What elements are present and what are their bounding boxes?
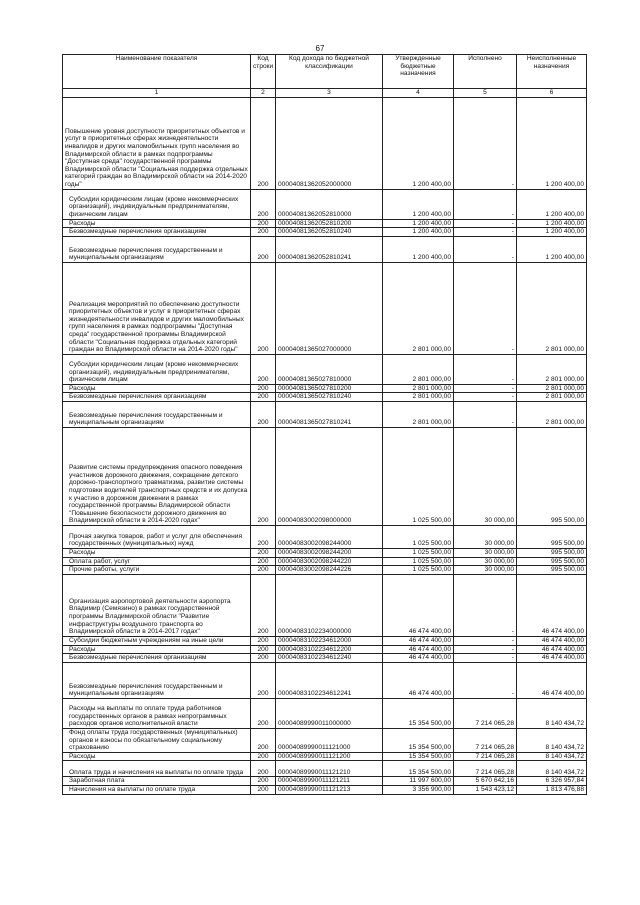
row-budget-code: 00004081362052810240	[276, 228, 383, 237]
table-row	[63, 393, 587, 402]
table-row	[63, 698, 587, 728]
budget-execution-table	[62, 54, 587, 795]
row-budget-code: 00004081365027810200	[276, 384, 383, 393]
row-name: Безвозмездные перечисления организациям	[63, 228, 251, 237]
row-approved: 15 354 500,00	[383, 752, 454, 761]
row-budget-code: 00004083102234612000	[276, 636, 383, 645]
row-executed: -	[454, 645, 517, 654]
row-line-code: 200	[251, 427, 276, 525]
row-approved: 1 200 400,00	[383, 189, 454, 219]
row-name: Расходы	[63, 219, 251, 228]
column-number: 3	[276, 89, 383, 98]
row-executed: -	[454, 636, 517, 645]
column-number: 4	[383, 89, 454, 98]
row-name: Прочая закупка товаров, работ и услуг для обеспечения государственных (муниципальных) нужд	[63, 525, 251, 548]
row-budget-code: 00004083002098000000	[276, 427, 383, 525]
row-budget-code: 00004089990011121211	[276, 777, 383, 786]
row-name: Прочие работы, услуги	[63, 566, 251, 575]
row-budget-code: 00004083002098244220	[276, 557, 383, 566]
row-name: Безвозмездные перечисления государственным и муниципальным организациям	[63, 236, 251, 262]
row-unexecuted: 8 140 434,72	[517, 728, 587, 752]
row-budget-code: 00004089990011121200	[276, 752, 383, 761]
row-line-code: 200	[251, 645, 276, 654]
row-line-code: 200	[251, 236, 276, 262]
row-unexecuted: 46 474 400,00	[517, 654, 587, 663]
row-unexecuted: 46 474 400,00	[517, 662, 587, 698]
table-row	[63, 354, 587, 384]
table-row	[63, 654, 587, 663]
row-unexecuted: 995 500,00	[517, 557, 587, 566]
row-executed: 7 214 065,28	[454, 698, 517, 728]
row-executed: -	[454, 354, 517, 384]
row-executed: -	[454, 228, 517, 237]
header-executed: Исполнено	[454, 55, 517, 89]
row-line-code: 200	[251, 219, 276, 228]
row-approved: 46 474 400,00	[383, 636, 454, 645]
row-executed: -	[454, 574, 517, 636]
row-name: Безвозмездные перечисления организациям	[63, 393, 251, 402]
row-name: Оплата труда и начисления на выплаты по оплате труда	[63, 761, 251, 777]
row-line-code: 200	[251, 654, 276, 663]
row-unexecuted: 1 200 400,00	[517, 219, 587, 228]
row-line-code: 200	[251, 662, 276, 698]
row-approved: 1 025 500,00	[383, 427, 454, 525]
row-approved: 1 200 400,00	[383, 236, 454, 262]
column-number: 6	[517, 89, 587, 98]
row-line-code: 200	[251, 548, 276, 557]
table-row	[63, 636, 587, 645]
row-line-code: 200	[251, 393, 276, 402]
table-row	[63, 728, 587, 752]
table-row	[63, 752, 587, 761]
row-line-code: 200	[251, 228, 276, 237]
row-unexecuted: 2 801 000,00	[517, 262, 587, 354]
table-row	[63, 761, 587, 777]
row-budget-code: 00004083002098244000	[276, 525, 383, 548]
row-executed: -	[454, 219, 517, 228]
row-budget-code: 00004083102234612240	[276, 654, 383, 663]
row-executed: -	[454, 97, 517, 189]
row-budget-code: 00004089990011121000	[276, 728, 383, 752]
row-line-code: 200	[251, 636, 276, 645]
row-budget-code: 00004081362052810200	[276, 219, 383, 228]
column-number: 1	[63, 89, 251, 98]
row-line-code: 200	[251, 354, 276, 384]
table-row	[63, 557, 587, 566]
row-budget-code: 00004083102234612241	[276, 662, 383, 698]
table-row	[63, 384, 587, 393]
row-executed: -	[454, 662, 517, 698]
row-approved: 2 801 000,00	[383, 384, 454, 393]
row-unexecuted: 2 801 000,00	[517, 393, 587, 402]
row-executed: 30 000,00	[454, 566, 517, 575]
row-unexecuted: 46 474 400,00	[517, 645, 587, 654]
row-budget-code: 00004081362052810000	[276, 189, 383, 219]
table-row	[63, 236, 587, 262]
row-executed: -	[454, 401, 517, 427]
row-approved: 46 474 400,00	[383, 645, 454, 654]
row-line-code: 200	[251, 189, 276, 219]
column-number: 2	[251, 89, 276, 98]
row-executed: 30 000,00	[454, 557, 517, 566]
table-row	[63, 645, 587, 654]
row-budget-code: 00004089990011121210	[276, 761, 383, 777]
row-unexecuted: 1 200 400,00	[517, 189, 587, 219]
row-budget-code: 00004083002098244226	[276, 566, 383, 575]
row-unexecuted: 1 813 476,88	[517, 785, 587, 794]
row-approved: 2 801 000,00	[383, 401, 454, 427]
row-executed: -	[454, 384, 517, 393]
row-approved: 1 200 400,00	[383, 97, 454, 189]
row-line-code: 200	[251, 785, 276, 794]
row-line-code: 200	[251, 574, 276, 636]
table-row	[63, 262, 587, 354]
table-row	[63, 662, 587, 698]
row-line-code: 200	[251, 401, 276, 427]
row-approved: 1 025 500,00	[383, 566, 454, 575]
row-budget-code: 00004089990011121213	[276, 785, 383, 794]
header-line-code: Код строки	[251, 55, 276, 89]
row-line-code: 200	[251, 262, 276, 354]
row-approved: 46 474 400,00	[383, 654, 454, 663]
row-line-code: 200	[251, 566, 276, 575]
row-name: Расходы	[63, 384, 251, 393]
row-name: Субсидии юридическим лицам (кроме некоммерческих организаций), индивидуальным предпринимателям, физическим лицам	[63, 354, 251, 384]
row-executed: -	[454, 236, 517, 262]
row-unexecuted: 1 200 400,00	[517, 236, 587, 262]
row-name: Начисления на выплаты по оплате труда	[63, 785, 251, 794]
row-executed: 5 670 642,16	[454, 777, 517, 786]
row-name: Безвозмездные перечисления государственным и муниципальным организациям	[63, 662, 251, 698]
row-line-code: 200	[251, 698, 276, 728]
row-unexecuted: 6 326 957,84	[517, 777, 587, 786]
row-budget-code: 00004081365027000000	[276, 262, 383, 354]
table-row	[63, 189, 587, 219]
row-unexecuted: 8 140 434,72	[517, 761, 587, 777]
row-approved: 2 801 000,00	[383, 262, 454, 354]
row-executed: 30 000,00	[454, 525, 517, 548]
row-approved: 15 354 500,00	[383, 698, 454, 728]
row-name: Безвозмездные перечисления государственным и муниципальным организациям	[63, 401, 251, 427]
table-header-row	[63, 55, 587, 89]
header-indicator-name: Наименование показателя	[63, 55, 251, 89]
row-approved: 46 474 400,00	[383, 662, 454, 698]
row-name: Расходы	[63, 548, 251, 557]
row-unexecuted: 46 474 400,00	[517, 574, 587, 636]
row-executed: -	[454, 654, 517, 663]
row-budget-code: 00004083102234612200	[276, 645, 383, 654]
row-line-code: 200	[251, 525, 276, 548]
row-name: Повышение уровня доступности приоритетных объектов и услуг в приоритетных сферах жизнедеятельности инвалидов и других маломобильных групп населения во Владимирской области в рамках подпрограммы "Доступная среда" государственной программы Владимирской области "Социальная поддержка отдельных категорий граждан во Владимирской области на 2014-2020 годы"	[63, 97, 251, 189]
row-executed: 7 214 065,28	[454, 752, 517, 761]
row-name: Субсидии бюджетным учреждениям на иные цели	[63, 636, 251, 645]
row-name: Развитие системы предупреждения опасного поведения участников дорожного движения, сокращение детского дорожно-транспортного травматизма, развитие системы подготовки водителей транспортных средств и их допуска к участию в дорожном движении в рамках государственной программы Владимирской области "Повышение безопасности дорожного движения во Владимирской области в 2014-2020 годах"	[63, 427, 251, 525]
row-approved: 2 801 000,00	[383, 354, 454, 384]
column-number-row	[63, 89, 587, 98]
row-unexecuted: 995 500,00	[517, 525, 587, 548]
header-unexecuted: Неисполненные назначения	[517, 55, 587, 89]
table-row	[63, 785, 587, 794]
row-name: Расходы на выплаты по оплате труда работников государственных органов в рамках непрограммных расходов органов исполнительной власти	[63, 698, 251, 728]
row-unexecuted: 8 140 434,72	[517, 752, 587, 761]
row-approved: 2 801 000,00	[383, 393, 454, 402]
row-approved: 3 356 900,00	[383, 785, 454, 794]
row-executed: -	[454, 393, 517, 402]
row-budget-code: 00004089990011000000	[276, 698, 383, 728]
row-approved: 1 200 400,00	[383, 219, 454, 228]
row-name: Реализация мероприятий по обеспечению доступности приоритетных объектов и услуг в приоритетных сферах жизнедеятельности инвалидов и других маломобильных групп населения в рамках подпрограммы "Доступная среда" государственной программы Владимирской области "Социальная поддержка отдельных категорий граждан во Владимирской области на 2014-2020 годы"	[63, 262, 251, 354]
row-unexecuted: 1 200 400,00	[517, 97, 587, 189]
row-name: Расходы	[63, 752, 251, 761]
table-row	[63, 401, 587, 427]
row-unexecuted: 995 500,00	[517, 427, 587, 525]
row-executed: -	[454, 262, 517, 354]
row-name: Фонд оплаты труда государственных (муниципальных) органов и взносы по обязательному социальному страхованию	[63, 728, 251, 752]
row-executed: 30 000,00	[454, 427, 517, 525]
row-budget-code: 00004083102234000000	[276, 574, 383, 636]
row-budget-code: 00004081365027810241	[276, 401, 383, 427]
row-approved: 15 354 500,00	[383, 761, 454, 777]
row-approved: 1 025 500,00	[383, 548, 454, 557]
row-line-code: 200	[251, 557, 276, 566]
row-unexecuted: 2 801 000,00	[517, 401, 587, 427]
table-row	[63, 97, 587, 189]
row-name: Безвозмездные перечисления организациям	[63, 654, 251, 663]
row-executed: 7 214 065,28	[454, 728, 517, 752]
row-approved: 11 997 600,00	[383, 777, 454, 786]
row-approved: 1 025 500,00	[383, 525, 454, 548]
row-line-code: 200	[251, 752, 276, 761]
row-approved: 1 200 400,00	[383, 228, 454, 237]
row-unexecuted: 8 140 434,72	[517, 698, 587, 728]
row-line-code: 200	[251, 97, 276, 189]
row-unexecuted: 995 500,00	[517, 566, 587, 575]
row-budget-code: 00004081365027810240	[276, 393, 383, 402]
row-budget-code: 00004083002098244200	[276, 548, 383, 557]
row-executed: 30 000,00	[454, 548, 517, 557]
row-line-code: 200	[251, 384, 276, 393]
row-approved: 46 474 400,00	[383, 574, 454, 636]
row-name: Субсидии юридическим лицам (кроме некоммерческих организаций), индивидуальным предпринимателям, физическим лицам	[63, 189, 251, 219]
page-number: 67	[315, 44, 325, 53]
row-budget-code: 00004081365027810000	[276, 354, 383, 384]
row-name: Организация аэропортовой деятельности аэропорта Владимир (Семязино) в рамках государственной программы Владимирской области "Развитие инфраструктуры воздушного транспорта во Владимирской области в 2014-2017 годах"	[63, 574, 251, 636]
row-budget-code: 00004081362052000000	[276, 97, 383, 189]
row-line-code: 200	[251, 728, 276, 752]
row-unexecuted: 2 801 000,00	[517, 384, 587, 393]
table-row	[63, 219, 587, 228]
table-row	[63, 525, 587, 548]
row-unexecuted: 1 200 400,00	[517, 228, 587, 237]
table-row	[63, 427, 587, 525]
row-executed: 1 543 423,12	[454, 785, 517, 794]
table-row	[63, 777, 587, 786]
header-approved: Утвержденные бюджетные назначения	[383, 55, 454, 89]
table-row	[63, 574, 587, 636]
row-approved: 1 025 500,00	[383, 557, 454, 566]
header-budget-code: Код дохода по бюджетной классификации	[276, 55, 383, 89]
row-name: Заработная плата	[63, 777, 251, 786]
column-number: 5	[454, 89, 517, 98]
row-line-code: 200	[251, 761, 276, 777]
row-approved: 15 354 500,00	[383, 728, 454, 752]
table-row	[63, 548, 587, 557]
table-body	[63, 97, 587, 794]
row-unexecuted: 46 474 400,00	[517, 636, 587, 645]
row-executed: 7 214 065,28	[454, 761, 517, 777]
table-row	[63, 228, 587, 237]
row-unexecuted: 2 801 000,00	[517, 354, 587, 384]
row-name: Расходы	[63, 645, 251, 654]
row-name: Оплата работ, услуг	[63, 557, 251, 566]
row-executed: -	[454, 189, 517, 219]
row-budget-code: 00004081362052810241	[276, 236, 383, 262]
table-row	[63, 566, 587, 575]
row-unexecuted: 995 500,00	[517, 548, 587, 557]
row-line-code: 200	[251, 777, 276, 786]
